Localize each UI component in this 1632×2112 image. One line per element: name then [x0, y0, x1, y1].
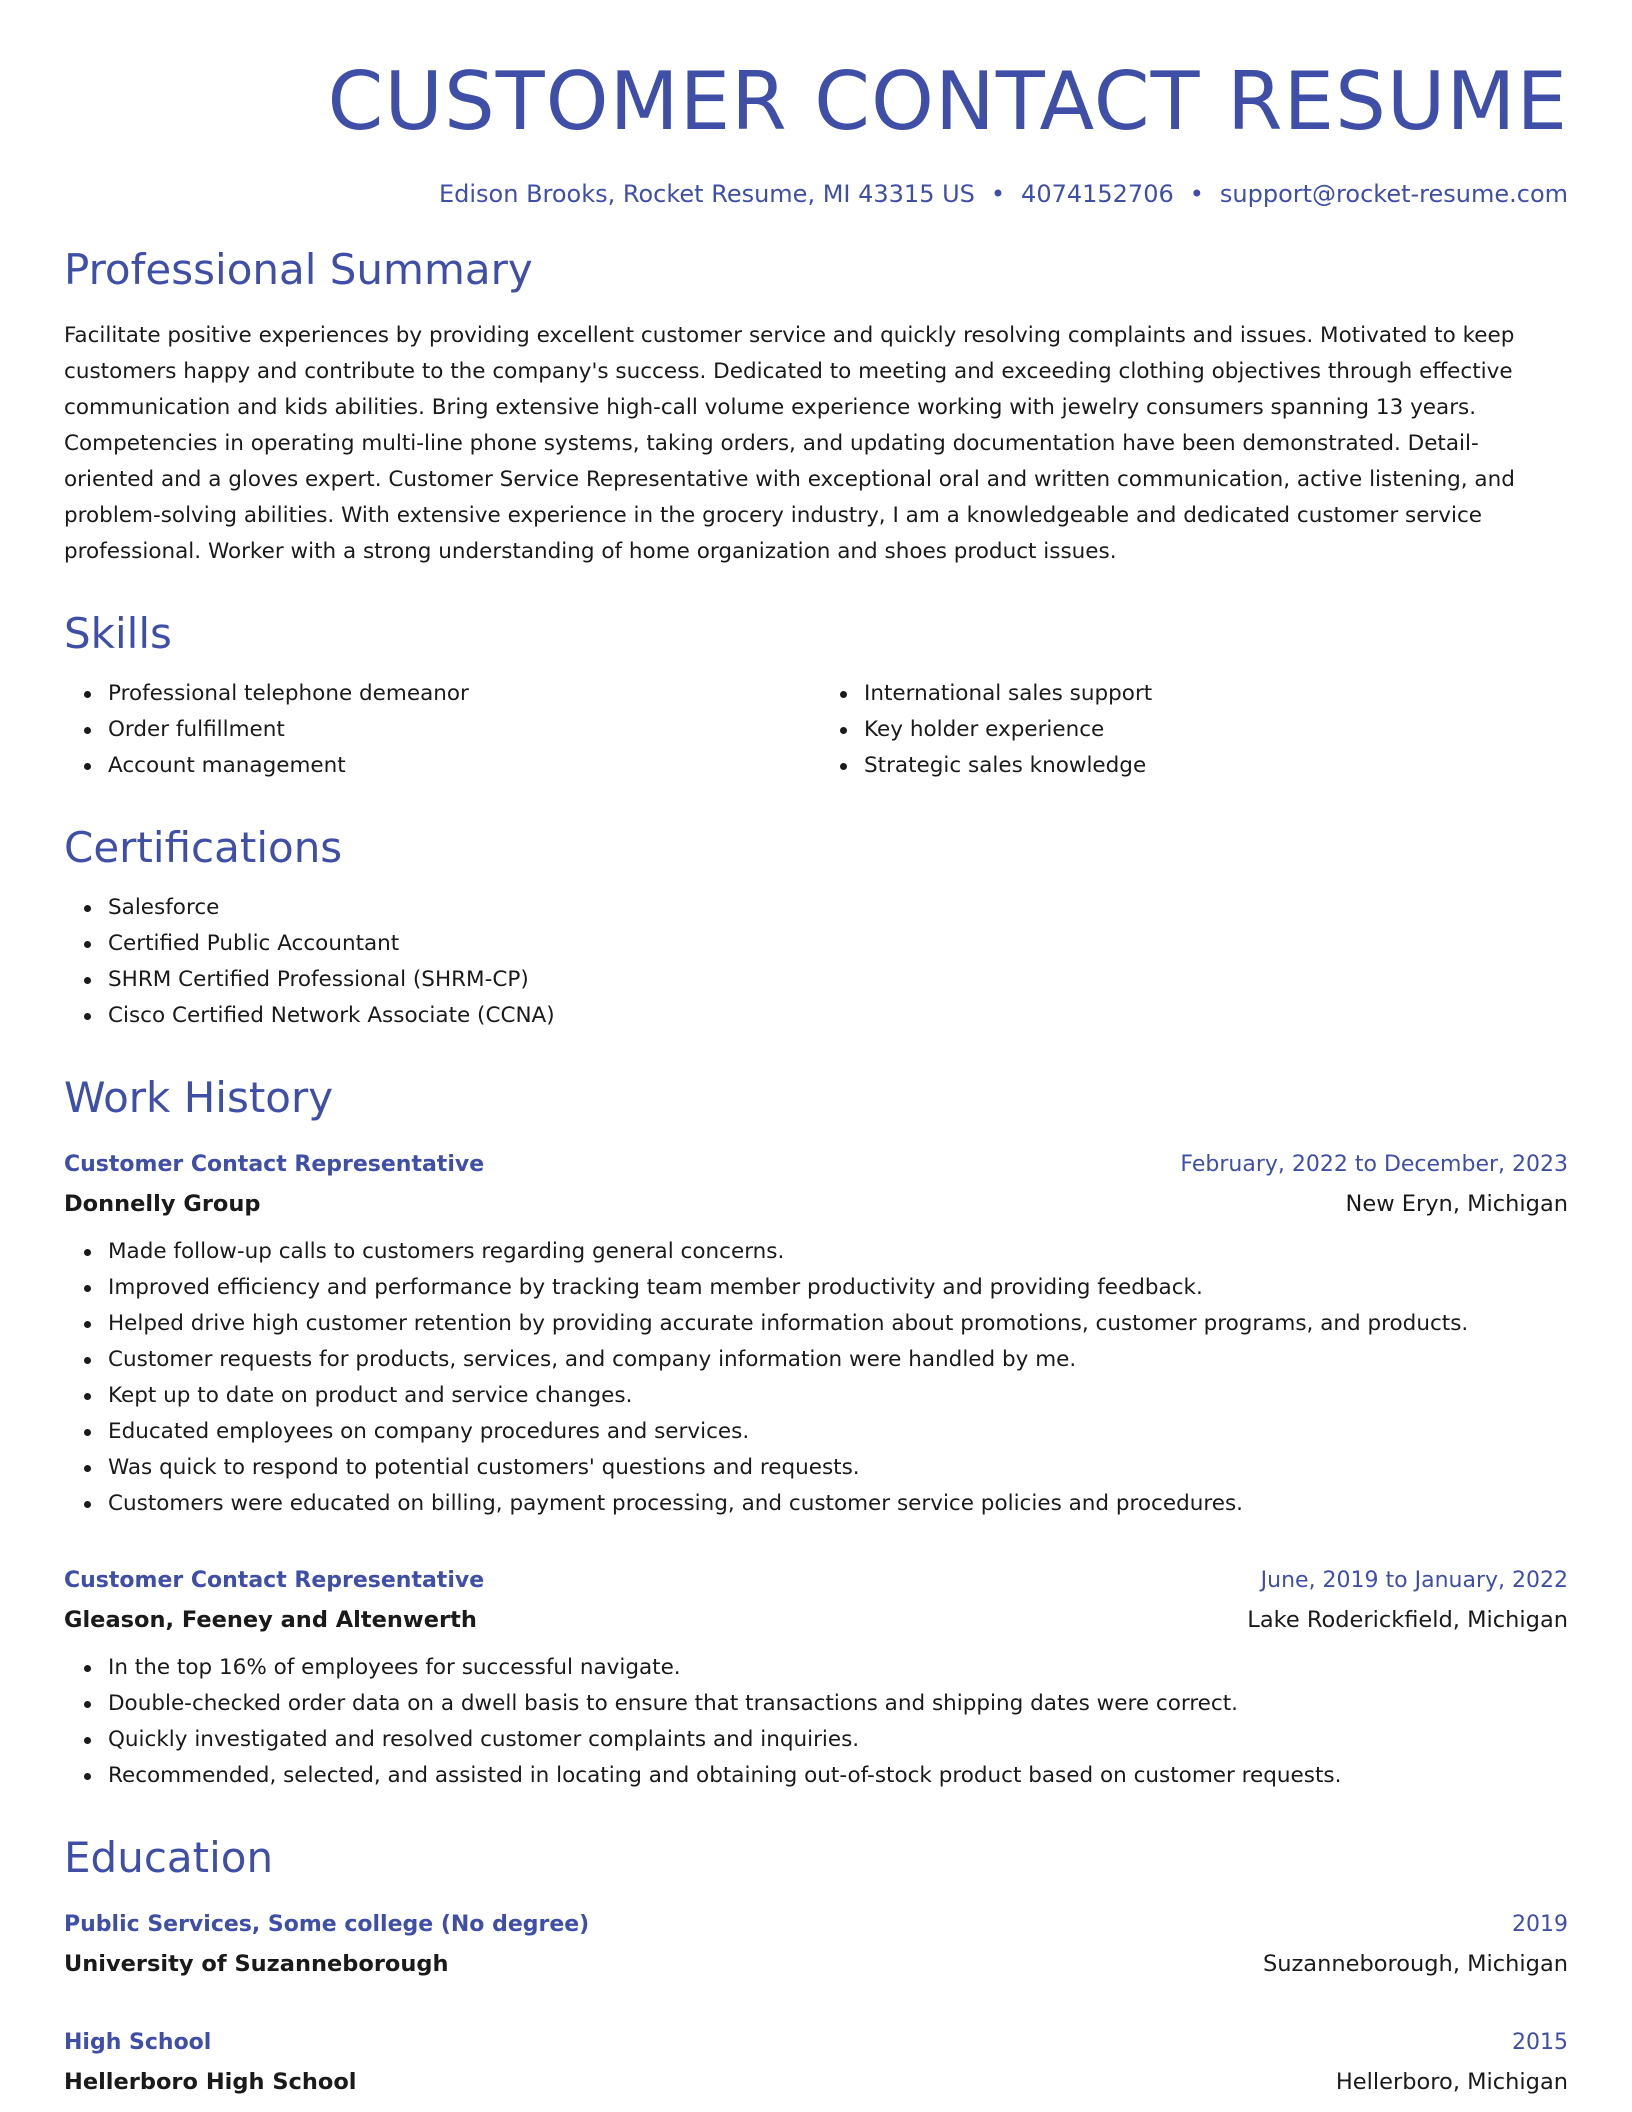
- job-bullet: Educated employees on company procedures and services.: [108, 1414, 1568, 1450]
- job-location: Lake Roderickfield, Michigan: [1247, 1607, 1568, 1633]
- job-bullet: Double-checked order data on a dwell basis to ensure that transactions and shipping dates were correct.: [108, 1686, 1568, 1722]
- job-bullet: Improved efficiency and performance by tracking team member productivity and providing feedback.: [108, 1270, 1568, 1306]
- certification-item: Cisco Certified Network Associate (CCNA): [108, 998, 1568, 1034]
- education-location: Hellerboro, Michigan: [1335, 2069, 1568, 2095]
- job-title-row: [64, 1562, 1568, 1600]
- job-company-row: [64, 1184, 1568, 1224]
- certifications-section: [64, 822, 1568, 1034]
- job-title-row: [64, 1146, 1568, 1184]
- contact-separator: •: [990, 180, 1006, 208]
- contact-email: support@rocket-resume.com: [1219, 180, 1568, 208]
- job-bullet: In the top 16% of employees for successful navigate.: [108, 1650, 1568, 1686]
- certification-item: Certified Public Accountant: [108, 926, 1568, 962]
- skill-item: Strategic sales knowledge: [864, 748, 1568, 784]
- job-bullet: Helped drive high customer retention by providing accurate information about promotions, customer programs, and products.: [108, 1306, 1568, 1342]
- education-degree: High School: [64, 2030, 212, 2055]
- job-bullets: [64, 1650, 1568, 1794]
- skill-item: Key holder experience: [864, 712, 1568, 748]
- education-year: 2019: [1512, 1912, 1568, 1937]
- job-bullet: Customer requests for products, services, and company information were handled by me.: [108, 1342, 1568, 1378]
- skill-item: International sales support: [864, 676, 1568, 712]
- education-degree-row: [64, 1906, 1568, 1944]
- job-location: New Eryn, Michigan: [1345, 1191, 1568, 1217]
- education-section: [64, 1832, 1568, 2102]
- education-school: Hellerboro High School: [64, 2069, 357, 2095]
- education-school-row: [64, 1944, 1568, 1984]
- skills-list-left: [64, 676, 816, 784]
- education-school: University of Suzanneborough: [64, 1951, 449, 1977]
- education-school-row: [64, 2062, 1568, 2102]
- summary-heading: Professional Summary: [64, 245, 533, 294]
- work-history-section: [64, 1072, 1568, 1794]
- job-bullet: Was quick to respond to potential customers' questions and requests.: [108, 1450, 1568, 1486]
- education-entry: [64, 1906, 1568, 1984]
- education-location: Suzanneborough, Michigan: [1262, 1951, 1568, 1977]
- job-company: Gleason, Feeney and Altenwerth: [64, 1607, 477, 1633]
- skill-item: Professional telephone demeanor: [108, 676, 816, 712]
- skill-item: Account management: [108, 748, 816, 784]
- education-year: 2015: [1512, 2030, 1568, 2055]
- job-company: Donnelly Group: [64, 1191, 261, 1217]
- job-dates: June, 2019 to January, 2022: [1260, 1568, 1568, 1593]
- job-entry: [64, 1146, 1568, 1522]
- summary-text: Facilitate positive experiences by providing excellent customer service and quickly resolving complaints and issues. Motivated to keep customers happy and contribute to the company's success. Dedicated to meeting and exceeding clothing objectives through effective communication and kids abilities. Bring extensive high-call volume experience working with jewelry consumers spanning 13 years. Competencies in operating multi-line phone systems, taking orders, and updating documentation have been demonstrated. Detail-oriented and a gloves expert. Customer Service Representative with exceptional oral and written communication, active listening, and problem-solving abilities. With extensive experience in the grocery industry, I am a knowledgeable and dedicated customer service professional. Worker with a strong understanding of home organization and shoes product issues.: [64, 323, 1515, 564]
- certification-item: Salesforce: [108, 890, 1568, 926]
- contact-phone: 4074152706: [1021, 180, 1174, 208]
- job-entry: [64, 1562, 1568, 1794]
- education-degree-row: [64, 2024, 1568, 2062]
- contact-separator: •: [1189, 180, 1204, 208]
- job-company-row: [64, 1600, 1568, 1640]
- skills-grid: [64, 676, 1568, 784]
- resume-title: CUSTOMER CONTACT RESUME: [327, 55, 1568, 148]
- education-degree: Public Services, Some college (No degree): [64, 1912, 590, 1937]
- skills-section: [64, 608, 1568, 784]
- job-bullet: Recommended, selected, and assisted in locating and obtaining out-of-stock product based on customer requests.: [108, 1758, 1568, 1794]
- contact-line: [64, 178, 1568, 210]
- certifications-heading: Certifications: [64, 823, 343, 872]
- certification-item: SHRM Certified Professional (SHRM-CP): [108, 962, 1568, 998]
- skills-list-right: [816, 676, 1568, 784]
- education-heading: Education: [64, 1833, 274, 1882]
- job-bullet: Customers were educated on billing, payment processing, and customer service policies and procedures.: [108, 1486, 1568, 1522]
- work-history-heading: Work History: [64, 1073, 334, 1122]
- skill-item: Order fulfillment: [108, 712, 816, 748]
- summary-section: [64, 244, 1568, 570]
- education-entry: [64, 2024, 1568, 2102]
- job-bullets: [64, 1234, 1568, 1522]
- job-bullet: Made follow-up calls to customers regarding general concerns.: [108, 1234, 1568, 1270]
- job-title: Customer Contact Representative: [64, 1152, 485, 1177]
- certifications-list: [64, 890, 1568, 1034]
- skills-heading: Skills: [64, 609, 172, 658]
- job-dates: February, 2022 to December, 2023: [1180, 1152, 1568, 1177]
- job-bullet: Kept up to date on product and service changes.: [108, 1378, 1568, 1414]
- contact-address: Edison Brooks, Rocket Resume, MI 43315 US: [438, 180, 975, 208]
- job-title: Customer Contact Representative: [64, 1568, 485, 1593]
- job-bullet: Quickly investigated and resolved customer complaints and inquiries.: [108, 1722, 1568, 1758]
